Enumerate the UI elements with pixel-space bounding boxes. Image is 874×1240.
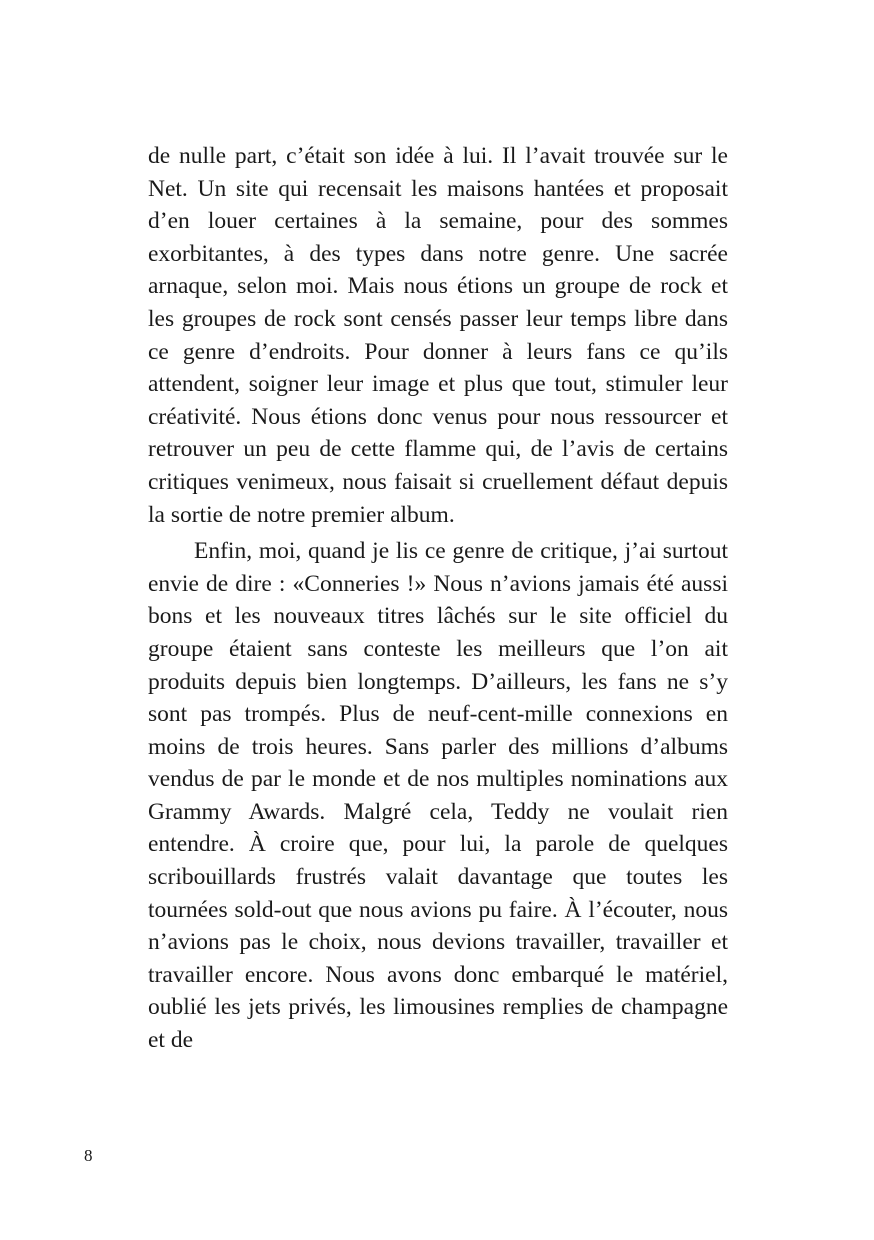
- paragraph-continuation: de nulle part, c’était son idée à lui. Il l’avait trouvée sur le Net. Un site qui recensait les maisons hantées et proposait d’en louer certaines à la semaine, pour des sommes exorbitantes, à des types dans notre genre. Une sacrée arnaque, selon moi. Mais nous étions un groupe de rock et les groupes de rock sont censés passer leur temps libre dans ce genre d’endroits. Pour donner à leurs fans ce qu’ils attendent, soigner leur image et plus que tout, stimuler leur créativité. Nous étions donc venus pour nous ressourcer et retrouver un peu de cette flamme qui, de l’avis de certains critiques venimeux, nous faisait si cruellement défaut depuis la sortie de notre premier album.: [148, 143, 728, 528]
- body-text: [148, 140, 728, 1057]
- paragraph: Enfin, moi, quand je lis ce genre de critique, j’ai surtout envie de dire : «Conneries !» Nous n’avions jamais été aussi bons et les nouveaux titres lâchés sur le site officiel du groupe étaient sans conteste les meilleurs que l’on ait produits depuis bien longtemps. D’ailleurs, les fans ne s’y sont pas trompés. Plus de neuf-cent-mille connexions en moins de trois heures. Sans parler des millions d’albums vendus de par le monde et de nos multiples nominations aux Grammy Awards. Malgré cela, Teddy ne voulait rien entendre. À croire que, pour lui, la parole de quelques scribouillards frustrés valait davantage que toutes les tournées sold-out que nous avions pu faire. À l’écouter, nous n’avions pas le choix, nous devions travailler, travailler et travailler encore. Nous avons donc embarqué le matériel, oublié les jets privés, les limousines remplies de champagne et de: [148, 538, 728, 1054]
- page-number: 8: [84, 1146, 93, 1165]
